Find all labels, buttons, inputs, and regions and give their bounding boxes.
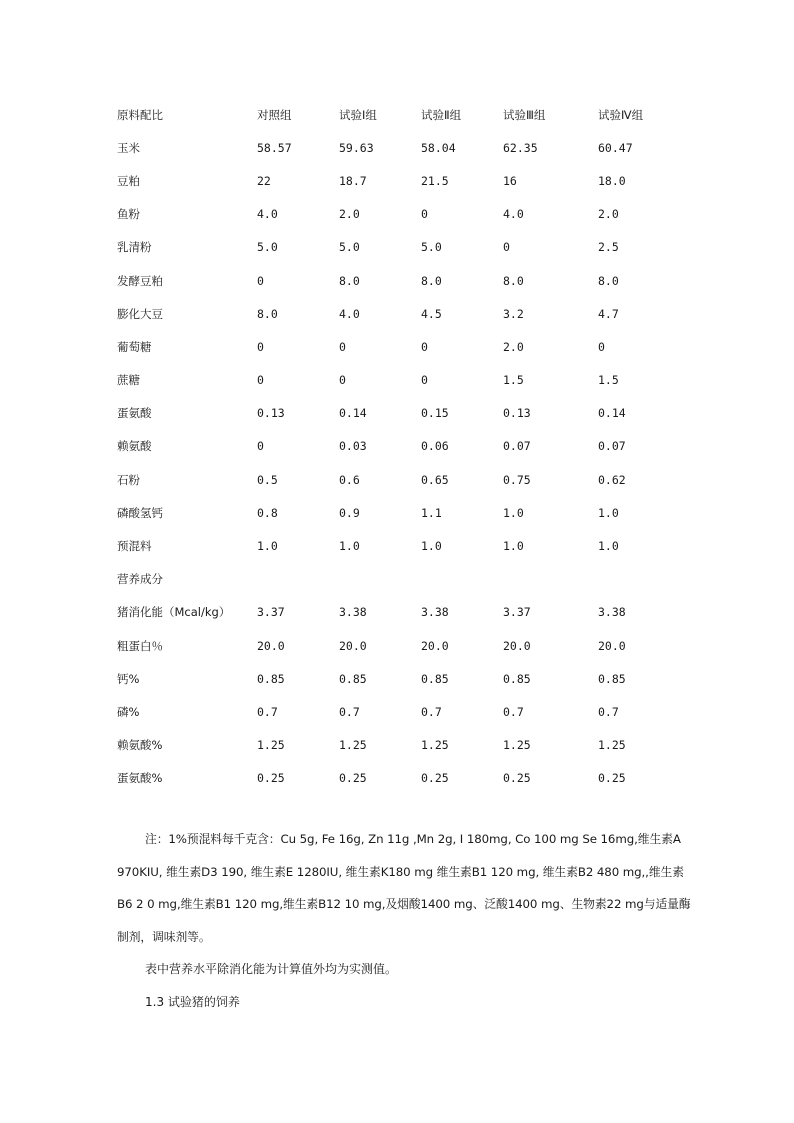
table-cell: 3.38 [421, 605, 449, 620]
row-label: 乳清粉 [117, 240, 152, 255]
table-cell: 0.75 [503, 472, 531, 487]
table-cell: 1.0 [598, 539, 619, 554]
row-label: 钙% [117, 671, 140, 686]
table-cell: 0.25 [598, 771, 626, 786]
table-cell: 8.0 [503, 273, 524, 288]
table-cell: 18.0 [598, 173, 626, 188]
table-cell: 0.14 [598, 406, 626, 421]
table-cell: 1.25 [339, 738, 367, 753]
table-cell [598, 563, 678, 596]
table-header-row [117, 98, 678, 131]
table-cell: 0.85 [339, 671, 367, 686]
row-label: 营养成分 [117, 572, 163, 587]
table-cell: 4.0 [503, 207, 524, 222]
table-cell: 0 [257, 373, 264, 388]
table-cell: 4.7 [598, 306, 619, 321]
table-cell: 1.0 [598, 505, 619, 520]
row-label: 预混料 [117, 539, 152, 554]
row-label: 蔗糖 [117, 373, 140, 388]
table-cell: 1.0 [421, 539, 442, 554]
table-cell: 62.35 [503, 140, 538, 155]
table-cell [421, 563, 503, 596]
table-cell: 0.25 [421, 771, 449, 786]
table-cell: 0 [421, 339, 428, 354]
table-row [117, 563, 678, 596]
table-cell: 1.25 [598, 738, 626, 753]
diet-composition-table [117, 98, 678, 795]
table-cell: 0.25 [339, 771, 367, 786]
table-row [117, 231, 678, 264]
table-row [117, 330, 678, 363]
row-label: 猪消化能（Mcal/kg） [117, 605, 231, 620]
table-cell: 1.5 [598, 373, 619, 388]
table-cell: 21.5 [421, 173, 449, 188]
row-label: 葡萄糖 [117, 339, 152, 354]
table-row [117, 198, 678, 231]
table-cell: 5.0 [339, 240, 360, 255]
premix-note: 注：1%预混料每千克含：Cu 5g, Fe 16g, Zn 11g ,Mn 2g, I 180mg, Co 100 mg Se 16mg,维生素A 970KIU, 维生素D3 190, 维生素E 1280IU, 维生素K180 mg 维生素B1 120 mg, 维生素B2 480 mg,,维生素B6 2 0 mg,维生素B1 120 mg,维生素B12 10 mg,及烟酸1400 mg、泛酸1400 mg、生物素22 mg与适量酶制剂，调味剂等。 [117, 832, 691, 944]
table-cell: 0.15 [421, 406, 449, 421]
row-label: 蛋氨酸% [117, 771, 163, 786]
table-body [117, 98, 678, 795]
table-cell: 59.63 [339, 140, 374, 155]
table-row [117, 629, 678, 662]
row-label: 粗蛋白％ [117, 638, 163, 653]
table-cell: 1.25 [421, 738, 449, 753]
column-header: 试验Ⅰ组 [339, 107, 377, 122]
table-cell: 0 [339, 339, 346, 354]
table-cell: 0 [503, 240, 510, 255]
row-label: 鱼粉 [117, 207, 140, 222]
table-cell: 1.25 [503, 738, 531, 753]
table-cell: 0.85 [421, 671, 449, 686]
row-label: 磷% [117, 704, 140, 719]
table-cell: 0.85 [503, 671, 531, 686]
table-cell: 0.7 [421, 704, 442, 719]
nutrient-level-remark: 表中营养水平除消化能为计算值外均为实测值。 [145, 962, 398, 976]
column-header: 原料配比 [117, 107, 163, 122]
column-header: 对照组 [257, 107, 292, 122]
table-row [117, 397, 678, 430]
table-cell: 2.5 [598, 240, 619, 255]
row-label: 赖氨酸% [117, 738, 163, 753]
table-cell: 0.5 [257, 472, 278, 487]
table-cell: 1.0 [339, 539, 360, 554]
row-label: 膨化大豆 [117, 306, 163, 321]
row-label: 赖氨酸 [117, 439, 152, 454]
table-cell: 0.62 [598, 472, 626, 487]
table-cell: 58.57 [257, 140, 292, 155]
table-cell: 20.0 [421, 638, 449, 653]
row-label: 石粉 [117, 472, 140, 487]
table-cell: 0.7 [598, 704, 619, 719]
table-cell: 8.0 [598, 273, 619, 288]
table-cell: 20.0 [339, 638, 367, 653]
table-cell: 4.0 [257, 207, 278, 222]
table-cell: 0.85 [598, 671, 626, 686]
table-row [117, 364, 678, 397]
table-row [117, 729, 678, 762]
table-row [117, 430, 678, 463]
table-row [117, 297, 678, 330]
section-heading: 1.3 试验猪的饲养 [145, 994, 240, 1009]
table-cell [257, 563, 339, 596]
table-row [117, 164, 678, 197]
row-label: 发酵豆粕 [117, 273, 163, 288]
table-row [117, 662, 678, 695]
table-cell: 0 [421, 207, 428, 222]
table-cell: 60.47 [598, 140, 633, 155]
row-label: 磷酸氢钙 [117, 505, 163, 520]
row-label: 豆粕 [117, 173, 140, 188]
table-cell: 20.0 [598, 638, 626, 653]
column-header: 试验Ⅱ组 [421, 107, 462, 122]
table-cell: 4.5 [421, 306, 442, 321]
table-cell: 8.0 [421, 273, 442, 288]
table-cell: 0 [257, 439, 264, 454]
table-cell: 0.6 [339, 472, 360, 487]
table-cell: 4.0 [339, 306, 360, 321]
table-cell: 1.1 [421, 505, 442, 520]
table-cell: 20.0 [503, 638, 531, 653]
table-cell: 0.03 [339, 439, 367, 454]
table-cell: 18.7 [339, 173, 367, 188]
table-row [117, 529, 678, 562]
table-cell: 0.7 [257, 704, 278, 719]
table-cell: 0 [421, 373, 428, 388]
table-row [117, 596, 678, 629]
table-row [117, 131, 678, 164]
table-cell: 0.13 [257, 406, 285, 421]
table-cell: 0 [257, 339, 264, 354]
table-cell: 0.25 [503, 771, 531, 786]
table-cell: 2.0 [339, 207, 360, 222]
table-cell: 0.9 [339, 505, 360, 520]
table-cell: 0 [257, 273, 264, 288]
table-cell: 5.0 [257, 240, 278, 255]
table-cell: 0.85 [257, 671, 285, 686]
table-cell: 0.7 [503, 704, 524, 719]
notes-section [117, 823, 697, 1018]
table-cell: 5.0 [421, 240, 442, 255]
table-cell: 0.06 [421, 439, 449, 454]
table-cell: 8.0 [257, 306, 278, 321]
table-cell: 0.65 [421, 472, 449, 487]
table-cell: 0.25 [257, 771, 285, 786]
table-cell: 3.37 [257, 605, 285, 620]
table-cell: 22 [257, 173, 271, 188]
table-cell [503, 563, 598, 596]
table-cell: 0.14 [339, 406, 367, 421]
table-cell: 0.7 [339, 704, 360, 719]
table-cell: 2.0 [503, 339, 524, 354]
table-cell: 3.38 [598, 605, 626, 620]
table-cell: 1.25 [257, 738, 285, 753]
table-cell: 1.0 [503, 539, 524, 554]
table-row [117, 695, 678, 728]
table-cell: 3.2 [503, 306, 524, 321]
table-cell: 3.38 [339, 605, 367, 620]
table-row [117, 463, 678, 496]
table-cell [339, 563, 421, 596]
table-cell: 2.0 [598, 207, 619, 222]
table-cell: 0.07 [598, 439, 626, 454]
table-cell: 3.37 [503, 605, 531, 620]
table-cell: 0.8 [257, 505, 278, 520]
table-row [117, 264, 678, 297]
table-cell: 16 [503, 173, 517, 188]
column-header: 试验Ⅳ组 [598, 107, 644, 122]
table-cell: 0.13 [503, 406, 531, 421]
table-cell: 58.04 [421, 140, 456, 155]
table-cell: 0 [598, 339, 605, 354]
table-row [117, 496, 678, 529]
table-row [117, 762, 678, 795]
table-cell: 20.0 [257, 638, 285, 653]
row-label: 蛋氨酸 [117, 406, 152, 421]
table-cell: 1.5 [503, 373, 524, 388]
column-header: 试验Ⅲ组 [503, 107, 546, 122]
table-cell: 1.0 [257, 539, 278, 554]
table-cell: 0 [339, 373, 346, 388]
row-label: 玉米 [117, 140, 140, 155]
table-cell: 8.0 [339, 273, 360, 288]
table-cell: 0.07 [503, 439, 531, 454]
table-cell: 1.0 [503, 505, 524, 520]
